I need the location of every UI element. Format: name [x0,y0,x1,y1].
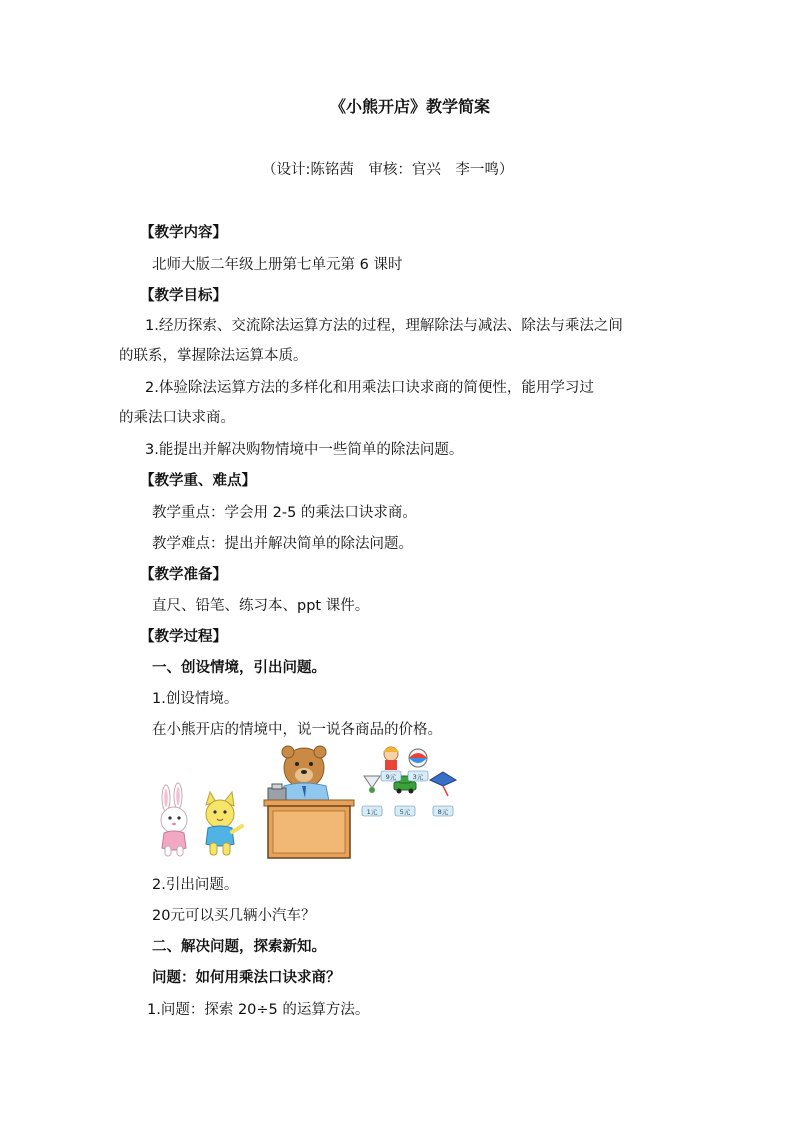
goal-2-line-1: 2.体验除法运算方法的多样化和用乘法口诀求商的简便性，能用学习过 [145,380,594,396]
price-label: 3元 [412,773,424,781]
price-label: 5元 [399,808,411,816]
cat-figure [206,792,242,855]
rabbit-figure [161,783,187,856]
question-text: 20元可以买几辆小汽车？ [152,908,316,924]
heading-goals: 【教学目标】 [140,288,227,304]
shop-counter [264,800,354,858]
cash-register-icon [268,784,286,800]
price-label: 8元 [437,808,449,816]
credits: （设计:陈铭茜 审核：官兴 李一鸣） [262,162,514,178]
doll-icon [383,747,399,770]
step-1-text: 在小熊开店的情境中，说一说各商品的价格。 [152,722,442,738]
step-2: 2.引出问题。 [152,877,239,893]
section-2-heading: 二、解决问题，探索新知。 [152,939,326,955]
price-tag-ball [408,771,428,781]
goal-3: 3.能提出并解决购物情境中一些简单的除法问题。 [145,442,464,458]
bear-shopkeeper [280,746,330,806]
price-tag-car [395,806,415,816]
price-tag-doll [381,771,401,781]
price-tag-shuttlecock [362,806,382,816]
heading-preparation: 【教学准备】 [140,567,227,583]
shuttlecock-icon [364,776,380,793]
sub-question: 问题：如何用乘法口诀求商？ [152,970,341,986]
price-label: 1元 [366,808,378,816]
step-1: 1.创设情境。 [152,691,239,707]
key-point: 教学重点：学会用 2-5 的乘法口诀求商。 [152,505,417,521]
shop-illustration [150,740,470,865]
heading-content: 【教学内容】 [140,225,227,241]
preparation-text: 直尺、铅笔、练习本、ppt 课件。 [152,598,370,614]
step-3: 1.问题：探索 20÷5 的运算方法。 [147,1002,370,1018]
section-1-heading: 一、创设情境，引出问题。 [152,660,326,676]
difficult-point: 教学难点：提出并解决简单的除法问题。 [152,536,413,552]
goal-1-line-2: 的联系，掌握除法运算本质。 [119,348,308,364]
goal-2-line-2: 的乘法口诀求商。 [119,410,235,426]
goal-1-line-1: 1.经历探索、交流除法运算方法的过程，理解除法与减法、除法与乘法之间 [145,318,623,334]
price-tag-kite [433,806,453,816]
kite-icon [430,772,456,796]
ball-icon [409,749,427,767]
price-label: 9元 [385,773,397,781]
heading-key-points: 【教学重、难点】 [140,473,256,489]
content-text: 北师大版二年级上册第七单元第 6 课时 [152,257,403,273]
page-title: 《小熊开店》教学简案 [330,97,491,116]
heading-process: 【教学过程】 [140,629,227,645]
